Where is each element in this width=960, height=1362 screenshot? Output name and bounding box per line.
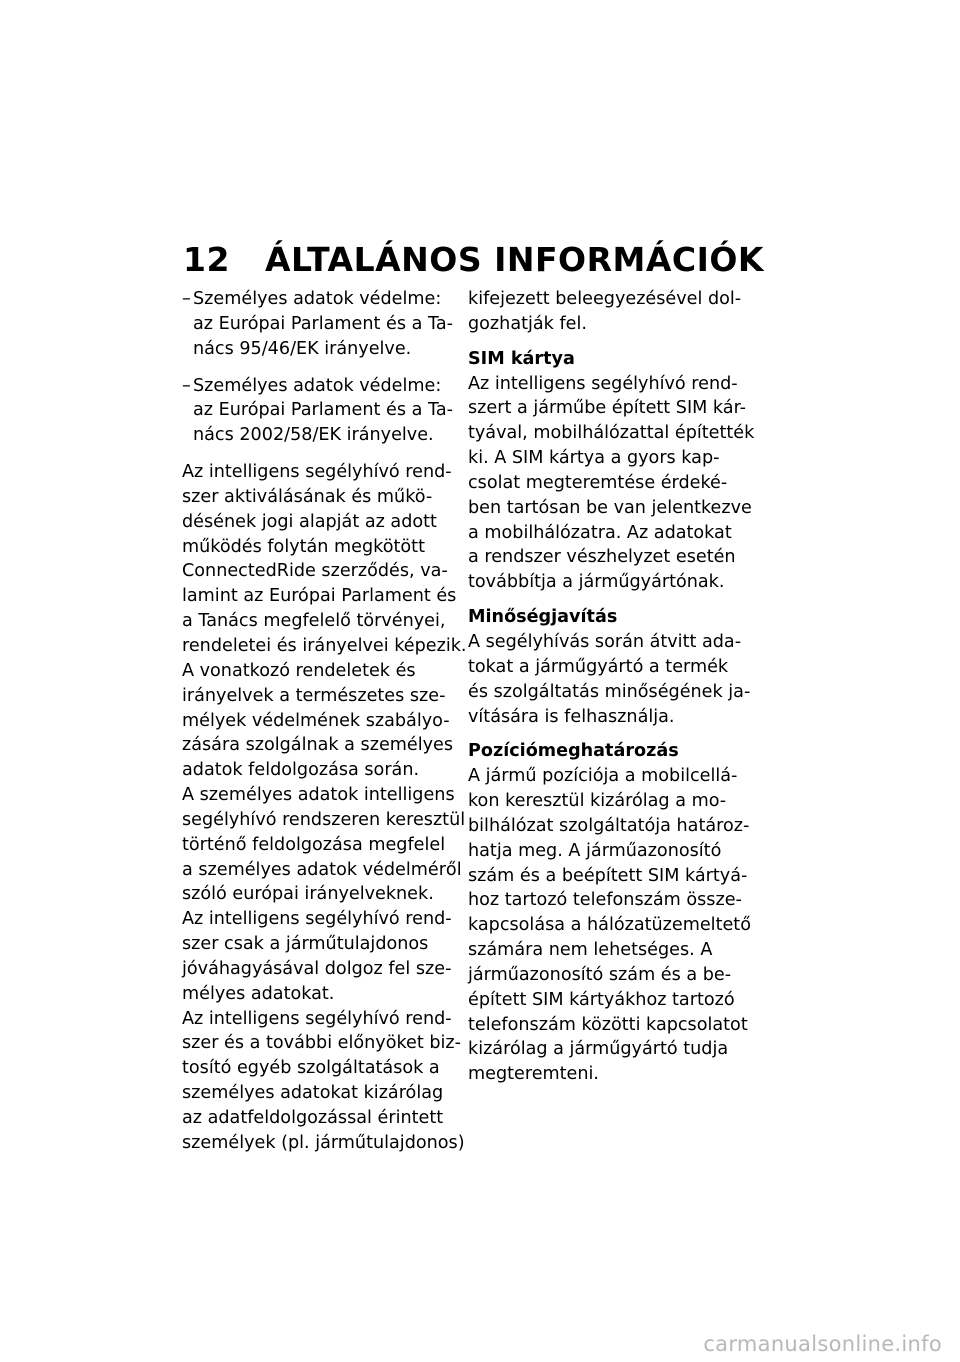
- text-line: szóló európai irányelveknek.: [182, 884, 434, 905]
- text-line: Az intelligens segélyhívó rend-: [182, 909, 452, 930]
- text-line: és szolgáltatás minőségének ja-: [468, 681, 751, 702]
- chapter-number: 12: [183, 240, 230, 279]
- text-line: Az intelligens segélyhívó rend-: [182, 462, 452, 483]
- text-line: bilhálózat szolgáltatója határoz-: [468, 815, 750, 836]
- paragraph-additional-services: [182, 1007, 465, 1156]
- text-line: személyes adatokat kizárólag: [182, 1083, 444, 1104]
- text-line: a mobilhálózatra. Az adatokat: [468, 522, 732, 543]
- text-line: A személyes adatok intelligens: [182, 785, 455, 806]
- page-title: [183, 240, 764, 279]
- text-line: kon keresztül kizárólag a mo-: [468, 791, 727, 812]
- list-item: [182, 287, 452, 362]
- text-line: csolat megteremtése érdeké-: [468, 472, 728, 493]
- regulation-list: [182, 287, 452, 448]
- text-line: működés folytán megkötött: [182, 536, 425, 557]
- text-line: továbbítja a járműgyártónak.: [468, 572, 725, 593]
- text-line: mélyek védelmének szabályo-: [182, 710, 450, 731]
- text-line: ki. A SIM kártya a gyors kap-: [468, 448, 720, 469]
- text-line: gozhatják fel.: [468, 313, 587, 334]
- text-line: Az intelligens segélyhívó rend-: [182, 1008, 452, 1029]
- text-line: történő feldolgozása megfelel: [182, 834, 446, 855]
- text-line: szám és a beépített SIM kártyá-: [468, 865, 748, 886]
- watermark-text: carmanualsonline.info: [703, 1332, 942, 1356]
- text-line: számára nem lehetséges. A: [468, 940, 713, 961]
- text-line: járműazonosító szám és a be-: [468, 964, 732, 985]
- list-dash: –: [182, 375, 191, 396]
- text-line: telefonszám közötti kapcsolatot: [468, 1014, 748, 1035]
- text-line: hoz tartozó telefonszám össze-: [468, 890, 742, 911]
- text-line: szer aktiválásának és műkö-: [182, 486, 433, 507]
- text-line: az adatfeldolgozással érintett: [182, 1108, 444, 1128]
- paragraph-legal-basis: [182, 460, 467, 783]
- section-heading: Pozíciómeghatározás: [468, 741, 679, 762]
- text-line: szer és a további előnyöket biz-: [182, 1033, 461, 1054]
- text-line: szer csak a járműtulajdonos: [182, 934, 429, 955]
- section-heading: SIM kártya: [468, 348, 575, 369]
- right-column: [468, 287, 755, 1087]
- section-positioning: [468, 739, 751, 1087]
- text-line: a Tanács megfelelő törvényei,: [182, 611, 446, 632]
- text-line: a rendszer vészhelyzet esetén: [468, 547, 736, 568]
- text-line: tyával, mobilhálózattal építették: [468, 423, 755, 444]
- text-line: személyek (pl. járműtulajdonos): [182, 1132, 465, 1153]
- text-line: megteremteni.: [468, 1064, 600, 1085]
- left-column: [182, 287, 467, 1156]
- paragraph-owner-consent: [182, 907, 452, 1006]
- text-line: Személyes adatok védelme:: [193, 289, 442, 309]
- text-line: kifejezett beleegyezésével dol-: [468, 289, 742, 309]
- text-line: kizárólag a járműgyártó tudja: [468, 1039, 729, 1060]
- text-line: az Európai Parlament és a Ta-: [193, 313, 453, 334]
- text-line: jóváhagyásával dolgoz fel sze-: [182, 958, 452, 979]
- paragraph-data-processing: [182, 783, 466, 907]
- text-line: épített SIM kártyákhoz tartozó: [468, 989, 735, 1010]
- list-dash: –: [182, 289, 191, 309]
- paragraph-continuation: [468, 287, 740, 337]
- text-line: a személyes adatok védelméről: [182, 859, 462, 880]
- text-line: irányelvek a természetes sze-: [182, 685, 446, 706]
- text-line: tosító egyéb szolgáltatások a: [182, 1058, 440, 1079]
- text-line: nács 2002/58/EK irányelve.: [193, 425, 434, 446]
- text-line: hatja meg. A járműazonosító: [468, 840, 722, 861]
- text-line: kapcsolása a hálózatüzemeltető: [468, 915, 751, 936]
- list-item: [182, 374, 452, 449]
- text-line: mélyes adatokat.: [182, 983, 335, 1004]
- section-heading: Minőségjavítás: [468, 607, 618, 628]
- text-line: adatok feldolgozása során.: [182, 760, 420, 781]
- text-line: az Európai Parlament és a Ta-: [193, 400, 453, 421]
- text-line: lamint az Európai Parlament és: [182, 586, 457, 607]
- text-line: Az intelligens segélyhívó rend-: [468, 373, 738, 394]
- text-line: Személyes adatok védelme:: [193, 375, 442, 396]
- text-line: A jármű pozíciója a mobilcellá-: [468, 766, 738, 787]
- chapter-title: ÁLTALÁNOS INFORMÁCIÓK: [265, 240, 764, 279]
- text-line: segélyhívó rendszeren keresztül: [182, 809, 466, 830]
- text-line: ben tartósan be van jelentkezve: [468, 497, 752, 518]
- text-line: szert a járműbe épített SIM kár-: [468, 398, 747, 419]
- text-line: rendeletei és irányelvei képezik.: [182, 635, 467, 656]
- text-line: nács 95/46/EK irányelve.: [193, 338, 412, 359]
- text-line: A segélyhívás során átvitt ada-: [468, 631, 742, 652]
- text-line: vítására is felhasználja.: [468, 706, 675, 727]
- section-quality-improvement: [468, 605, 751, 729]
- text-line: tokat a járműgyártó a termék: [468, 656, 729, 677]
- section-sim-card: [468, 347, 755, 595]
- text-line: zására szolgálnak a személyes: [182, 735, 454, 756]
- text-line: désének jogi alapját az adott: [182, 511, 437, 532]
- text-line: ConnectedRide szerződés, va-: [182, 561, 448, 582]
- text-line: A vonatkozó rendeletek és: [182, 660, 416, 681]
